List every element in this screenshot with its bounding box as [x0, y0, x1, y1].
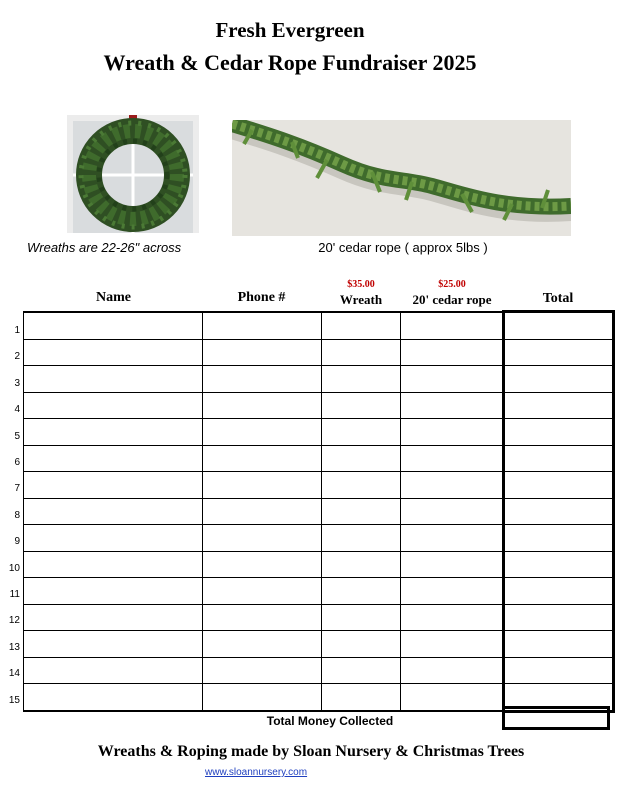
name-cell[interactable]	[24, 366, 203, 393]
total-cell[interactable]	[504, 551, 614, 578]
total-cell[interactable]	[504, 366, 614, 393]
wreath-qty-cell[interactable]	[322, 339, 401, 366]
order-table	[23, 310, 615, 713]
rope-qty-cell[interactable]	[401, 339, 504, 366]
phone-cell[interactable]	[203, 684, 322, 712]
wreath-qty-cell[interactable]	[322, 366, 401, 393]
wreath-qty-cell[interactable]	[322, 498, 401, 525]
rope-qty-cell[interactable]	[401, 551, 504, 578]
phone-cell[interactable]	[203, 419, 322, 446]
order-row	[24, 551, 614, 578]
name-cell[interactable]	[24, 445, 203, 472]
rope-qty-cell[interactable]	[401, 312, 504, 340]
row-number: 15	[8, 694, 20, 706]
rope-qty-cell[interactable]	[401, 657, 504, 684]
title-line-2: Wreath & Cedar Rope Fundraiser 2025	[103, 50, 477, 75]
name-cell[interactable]	[24, 684, 203, 712]
wreath-qty-cell[interactable]	[322, 392, 401, 419]
row-number: 8	[14, 509, 20, 521]
rope-qty-cell[interactable]	[401, 366, 504, 393]
rope-qty-cell[interactable]	[401, 578, 504, 605]
rope-qty-cell[interactable]	[401, 498, 504, 525]
name-cell[interactable]	[24, 525, 203, 552]
row-number: 12	[8, 615, 20, 627]
wreath-photo	[67, 115, 199, 233]
phone-cell[interactable]	[203, 445, 322, 472]
wreath-qty-cell[interactable]	[322, 578, 401, 605]
name-cell[interactable]	[24, 498, 203, 525]
order-row	[24, 419, 614, 446]
order-row	[24, 578, 614, 605]
name-cell[interactable]	[24, 312, 203, 340]
phone-cell[interactable]	[203, 525, 322, 552]
order-row	[24, 312, 614, 340]
wreath-qty-cell[interactable]	[322, 604, 401, 631]
order-row	[24, 657, 614, 684]
name-cell[interactable]	[24, 657, 203, 684]
phone-cell[interactable]	[203, 551, 322, 578]
row-number: 11	[9, 589, 20, 600]
total-cell[interactable]	[504, 419, 614, 446]
total-cell[interactable]	[504, 498, 614, 525]
phone-cell[interactable]	[203, 366, 322, 393]
column-header-total: Total	[542, 291, 574, 306]
rope-qty-cell[interactable]	[401, 392, 504, 419]
rope-qty-cell[interactable]	[401, 631, 504, 658]
rope-qty-cell[interactable]	[401, 419, 504, 446]
column-header-rope: 20' cedar rope	[412, 292, 492, 307]
footer-credit: Wreaths & Roping made by Sloan Nursery & Christmas Trees	[97, 743, 525, 760]
wreath-qty-cell[interactable]	[322, 525, 401, 552]
wreath-qty-cell[interactable]	[322, 419, 401, 446]
total-cell[interactable]	[504, 472, 614, 499]
phone-cell[interactable]	[203, 604, 322, 631]
total-money-label: Total Money Collected	[266, 714, 394, 728]
rope-qty-cell[interactable]	[401, 525, 504, 552]
wreath-qty-cell[interactable]	[322, 631, 401, 658]
cedar-rope-photo	[232, 120, 571, 236]
order-row	[24, 631, 614, 658]
column-header-wreath: Wreath	[339, 292, 383, 307]
wreath-qty-cell[interactable]	[322, 445, 401, 472]
rope-price: $25.00	[438, 279, 466, 290]
total-cell[interactable]	[504, 657, 614, 684]
column-header-phone: Phone #	[237, 290, 286, 305]
phone-cell[interactable]	[203, 578, 322, 605]
total-cell[interactable]	[504, 392, 614, 419]
phone-cell[interactable]	[203, 392, 322, 419]
wreath-qty-cell[interactable]	[322, 472, 401, 499]
total-cell[interactable]	[504, 339, 614, 366]
row-number: 7	[14, 483, 20, 495]
row-number: 9	[14, 536, 20, 548]
order-row	[24, 339, 614, 366]
rope-qty-cell[interactable]	[401, 684, 504, 712]
order-row	[24, 392, 614, 419]
order-row	[24, 604, 614, 631]
name-cell[interactable]	[24, 419, 203, 446]
row-number: 2	[14, 351, 20, 363]
name-cell[interactable]	[24, 631, 203, 658]
name-cell[interactable]	[24, 392, 203, 419]
phone-cell[interactable]	[203, 472, 322, 499]
phone-cell[interactable]	[203, 498, 322, 525]
total-cell[interactable]	[504, 312, 614, 340]
wreath-caption: Wreaths are 22-26" across	[27, 240, 182, 255]
total-cell[interactable]	[504, 525, 614, 552]
row-number: 14	[8, 668, 20, 680]
order-row	[24, 366, 614, 393]
rope-qty-cell[interactable]	[401, 472, 504, 499]
wreath-qty-cell[interactable]	[322, 657, 401, 684]
rope-qty-cell[interactable]	[401, 604, 504, 631]
website-link[interactable]: www.sloannursery.com	[205, 767, 308, 778]
total-cell[interactable]	[504, 578, 614, 605]
order-row	[24, 525, 614, 552]
row-number: 5	[14, 430, 20, 442]
order-row	[24, 498, 614, 525]
phone-cell[interactable]	[203, 657, 322, 684]
row-number: 13	[8, 641, 20, 653]
row-number: 1	[14, 325, 20, 336]
title-line-1: Fresh Evergreen	[215, 18, 365, 42]
total-money-box[interactable]	[502, 706, 610, 730]
wreath-qty-cell[interactable]	[322, 551, 401, 578]
phone-cell[interactable]	[203, 631, 322, 658]
phone-cell[interactable]	[203, 339, 322, 366]
name-cell[interactable]	[24, 551, 203, 578]
total-cell[interactable]	[504, 445, 614, 472]
name-cell[interactable]	[24, 472, 203, 499]
row-number: 10	[8, 562, 20, 574]
name-cell[interactable]	[24, 604, 203, 631]
row-number: 4	[14, 404, 20, 416]
row-number: 3	[14, 377, 20, 389]
total-cell[interactable]	[504, 631, 614, 658]
wreath-qty-cell[interactable]	[322, 312, 401, 340]
name-cell[interactable]	[24, 578, 203, 605]
column-header-name: Name	[96, 290, 131, 305]
wreath-price: $35.00	[347, 279, 375, 290]
rope-caption: 20' cedar rope ( approx 5lbs )	[318, 240, 488, 255]
order-row	[24, 445, 614, 472]
order-row	[24, 472, 614, 499]
name-cell[interactable]	[24, 339, 203, 366]
wreath-qty-cell[interactable]	[322, 684, 401, 712]
rope-qty-cell[interactable]	[401, 445, 504, 472]
row-number: 6	[14, 457, 20, 468]
phone-cell[interactable]	[203, 312, 322, 340]
total-cell[interactable]	[504, 604, 614, 631]
